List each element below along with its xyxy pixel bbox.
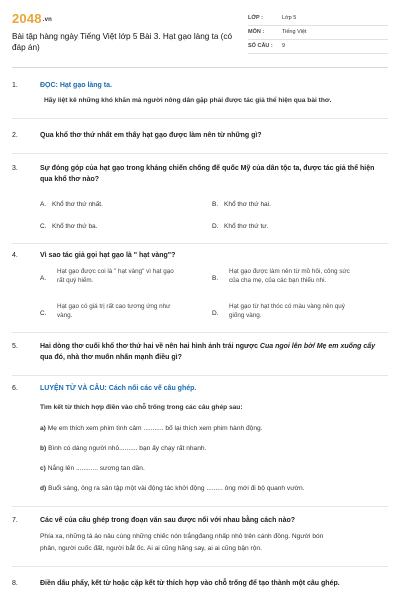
meta-row-count <box>248 40 388 54</box>
option-b[interactable] <box>212 201 271 210</box>
option-line: Hạt gạo có giá trị rất cao tương ứng như <box>57 303 171 310</box>
option-line: vàng. <box>57 311 73 319</box>
question-5-quote: Cua ngoi lên bờ/ Mẹ em xuống <box>259 343 362 350</box>
option-line: rất quý hiếm. <box>57 276 94 284</box>
option-letter: C. <box>40 223 47 230</box>
question-6-instruction: Tìm kết từ thích hợp điền vào chỗ trống trong các câu ghép sau: <box>40 404 243 411</box>
option-c-text[interactable] <box>57 303 207 321</box>
divider <box>12 506 388 507</box>
meta-value: Lớp 5 <box>282 14 297 21</box>
option-a-text[interactable] <box>57 268 207 286</box>
exercise-item-b <box>40 445 386 454</box>
exercise-item-d <box>40 485 386 494</box>
question-7-body-line: phân, người cuốc đất, người bắt ốc. Ai ai cũng hăng say, ai ai cũng bận rộn. <box>40 545 262 552</box>
question-8-text: Điền dấu phẩy, kết từ hoặc cặp kết từ thích hợp vào chỗ trống để tạo thành một câu ghép. <box>40 580 340 587</box>
question-5-quote: cấy <box>363 343 376 350</box>
option-line: của cha mẹ, của các bạn thiếu nhi. <box>229 276 327 284</box>
question-1-title: ĐỌC: Hạt gạo làng ta. <box>40 82 112 89</box>
question-5-text <box>40 342 386 364</box>
question-number: 8. <box>12 580 18 587</box>
option-a[interactable] <box>40 201 103 210</box>
divider <box>12 566 388 567</box>
logo-main: 2048 <box>12 11 42 26</box>
question-5-part: qua đó, nhà thơ muốn nhấn mạnh điều gì? <box>40 353 182 361</box>
meta-key: LỚP : <box>248 14 263 21</box>
option-letter: A. <box>40 201 47 208</box>
question-6-title: LUYỆN TỪ VÀ CÂU: Cách nối các vế câu ghép. <box>40 385 197 392</box>
item-label: a) <box>40 425 46 432</box>
divider <box>12 375 388 376</box>
option-text: Khổ thơ thứ nhất. <box>52 201 103 208</box>
option-line: Hạt gạo được làm nên từ mồ hôi, công sức <box>229 268 350 275</box>
item-text: Nắng lên ............ sương tan dần. <box>47 465 145 472</box>
question-2-text: Qua khổ thơ thứ nhất em thấy hạt gạo được làm nên từ những gì? <box>40 132 262 139</box>
meta-row-class <box>248 12 388 26</box>
meta-key: SỐ CÂU : <box>248 42 273 49</box>
option-b-text[interactable] <box>229 268 379 286</box>
option-letter: B. <box>212 201 219 208</box>
question-4-text: Vì sao tác giả gọi hạt gạo là " hạt vàng"? <box>40 252 176 259</box>
item-label: c) <box>40 465 46 472</box>
brand <box>12 10 242 53</box>
question-1-body: Hãy liệt kê những khó khăn mà người nông dân gặp phải được tác giả thể hiện qua bài thơ. <box>44 97 332 104</box>
item-label: b) <box>40 445 47 452</box>
option-text: Khổ thơ thứ hai. <box>224 201 271 208</box>
item-text: Bình có dáng người nhỏ.......... bạn ấy chạy rất nhanh. <box>48 445 207 452</box>
option-letter: D. <box>212 223 219 230</box>
option-letter[interactable]: C. <box>40 310 47 317</box>
logo-suffix: .vn <box>42 16 53 23</box>
option-d-text[interactable] <box>229 303 379 321</box>
option-text: Khổ thơ thứ ba. <box>52 223 98 230</box>
meta-value: Tiếng Việt <box>282 28 307 35</box>
question-number: 2. <box>12 132 18 139</box>
option-text: Khổ thơ thứ tư. <box>224 223 269 230</box>
item-label: d) <box>40 485 47 492</box>
question-7-body-line: Phía xa, những tà áo nâu cùng những chiếc nón trắngđang nhấp nhô trên cánh đồng. Người bón <box>40 533 324 540</box>
option-line: giống vàng. <box>229 311 262 319</box>
question-number: 6. <box>12 385 18 392</box>
divider <box>12 243 388 244</box>
exercise-item-c <box>40 465 386 474</box>
option-letter[interactable]: D. <box>212 310 219 317</box>
site-logo[interactable] <box>12 10 242 28</box>
meta-row-subject <box>248 26 388 40</box>
item-text: Mẹ em thích xem phim tình cảm ........... bố lại thích xem phim hành động. <box>47 425 263 432</box>
header <box>12 10 388 68</box>
option-c[interactable] <box>40 223 97 232</box>
meta-key: MÔN : <box>248 28 265 35</box>
divider <box>12 118 388 119</box>
option-letter[interactable]: A. <box>40 275 47 282</box>
meta-value: 9 <box>282 42 286 49</box>
exercise-item-a <box>40 425 386 434</box>
page-title: Bài tập hàng ngày Tiếng Việt lớp 5 Bài 3. Hạt gạo làng ta (có đáp án) <box>12 31 233 52</box>
option-line: Hạt gạo từ hạt thóc có màu vàng nên quý <box>229 303 345 310</box>
divider <box>12 332 388 333</box>
item-text: Buổi sáng, ông ra sân tập một vài động tác khởi động ......... ông mới đi bộ quanh vườn. <box>48 485 305 492</box>
divider <box>12 153 388 154</box>
question-number: 4. <box>12 252 18 259</box>
option-line: Hạt gạo được coi là " hạt vàng" vì hạt gạo <box>57 268 174 275</box>
question-number: 5. <box>12 343 18 350</box>
option-d[interactable] <box>212 223 268 232</box>
meta-table <box>248 12 388 54</box>
question-number: 1. <box>12 82 18 89</box>
question-number: 7. <box>12 517 18 524</box>
question-3-text: Sự đóng góp của hạt gạo trong kháng chiến chống đế quốc Mỹ của dân tộc ta, được tác giả thể hiện qua khổ thơ nào? <box>40 165 375 183</box>
question-number: 3. <box>12 165 18 172</box>
question-5-part: Hai dòng thơ cuối khổ thơ thứ hai về nên hai hình ảnh trái ngược <box>40 343 260 350</box>
question-7-text: Các vế của câu ghép trong đoạn văn sau được nối với nhau bằng cách nào? <box>40 517 296 524</box>
option-letter[interactable]: B. <box>212 275 219 282</box>
